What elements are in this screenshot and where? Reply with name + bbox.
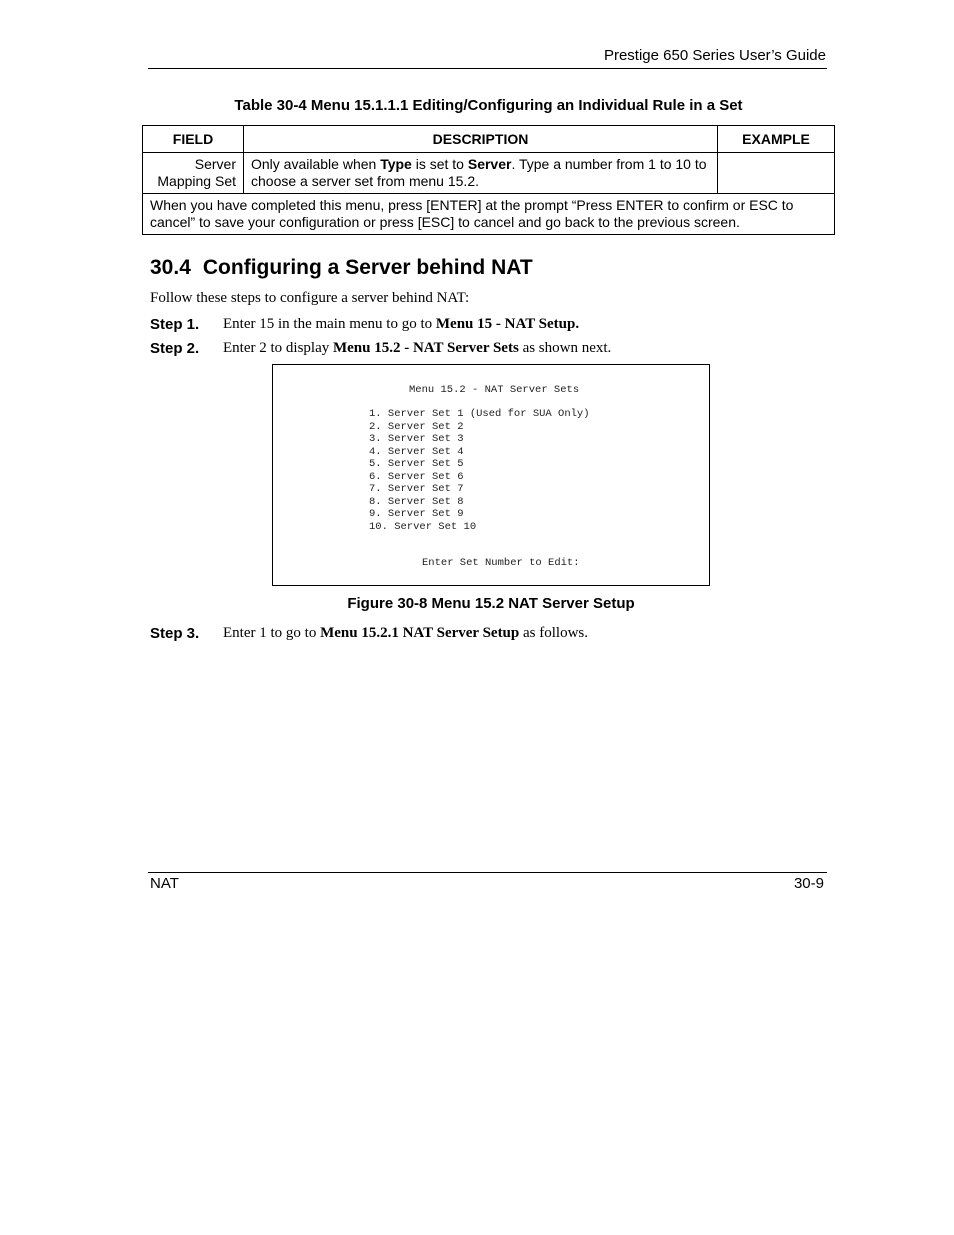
column-header-example: EXAMPLE [718, 126, 835, 153]
step-text-after: as follows. [519, 625, 588, 641]
terminal-menu-item: 7. Server Set 7 [369, 483, 464, 495]
terminal-screen [272, 364, 710, 586]
step-text [223, 316, 579, 333]
step-text-plain: Enter 1 to go to [223, 625, 321, 641]
header-rule [148, 68, 827, 69]
step-text-after: as shown next. [518, 340, 612, 356]
terminal-title: Menu 15.2 - NAT Server Sets [409, 384, 580, 396]
terminal-prompt: Enter Set Number to Edit: [422, 557, 580, 569]
field-name-line2: Mapping Set [157, 173, 236, 189]
description-cell [244, 153, 718, 194]
step-label: Step 2. [150, 340, 200, 357]
step-text-plain: Enter 15 in the main menu to go to [223, 316, 436, 332]
page-header-title: Prestige 650 Series User’s Guide [603, 47, 826, 64]
figure-caption: Figure 30-8 Menu 15.2 NAT Server Setup [347, 595, 635, 612]
terminal-menu-item: 3. Server Set 3 [369, 433, 464, 445]
description-bold-type: Type [380, 156, 412, 172]
column-header-field: FIELD [143, 126, 244, 153]
example-cell [718, 153, 835, 194]
section-title: Configuring a Server behind NAT [202, 256, 533, 279]
section-heading [150, 256, 533, 280]
table-caption: Table 30-4 Menu 15.1.1.1 Editing/Configuring an Individual Rule in a Set [234, 97, 743, 114]
step-text-bold: Menu 15 - NAT Setup. [435, 316, 580, 332]
terminal-menu-item: 4. Server Set 4 [369, 445, 464, 458]
step-text [223, 625, 588, 642]
footer-chapter: NAT [150, 875, 179, 892]
terminal-menu-item: 6. Server Set 6 [369, 470, 464, 483]
terminal-menu-item: 10. Server Set 10 [369, 520, 477, 533]
description-text: is set to [411, 156, 468, 172]
description-bold-server: Server [467, 156, 512, 172]
field-description-table [142, 125, 835, 235]
terminal-menu-item: 1. Server Set 1 (Used for SUA Only) [369, 408, 590, 420]
table-header-row [143, 126, 835, 153]
field-name-line1: Server [194, 156, 236, 172]
terminal-menu-item: 8. Server Set 8 [369, 495, 464, 508]
step-text-bold: Menu 15.2 - NAT Server Sets [332, 340, 519, 356]
table-row [143, 153, 835, 194]
terminal-menu-item: 5. Server Set 5 [369, 458, 464, 470]
step-text-bold: Menu 15.2.1 NAT Server Setup [320, 625, 520, 641]
step-text [223, 340, 611, 357]
column-header-description: DESCRIPTION [244, 126, 718, 153]
terminal-menu-item: 9. Server Set 9 [369, 508, 464, 520]
table-note-row [143, 194, 835, 235]
footer-rule [148, 872, 827, 873]
description-text: . Type a number from 1 to 10 to choose a server set from menu 15.2. [251, 156, 707, 189]
intro-paragraph: Follow these steps to configure a server behind NAT: [150, 290, 470, 306]
step-label: Step 3. [150, 625, 200, 642]
table-note: When you have completed this menu, press [ENTER] at the prompt “Press ENTER to confirm or ESC to cancel” to save your configuration or press [ESC] to cancel and go back to the previous screen. [143, 194, 835, 235]
step-text-plain: Enter 2 to display [223, 340, 333, 356]
description-text: Only available when [251, 156, 381, 172]
footer-page-number: 30-9 [793, 875, 824, 892]
field-cell [143, 153, 244, 194]
step-label: Step 1. [150, 316, 200, 333]
section-number: 30.4 [150, 256, 191, 279]
terminal-menu-item: 2. Server Set 2 [369, 420, 464, 433]
